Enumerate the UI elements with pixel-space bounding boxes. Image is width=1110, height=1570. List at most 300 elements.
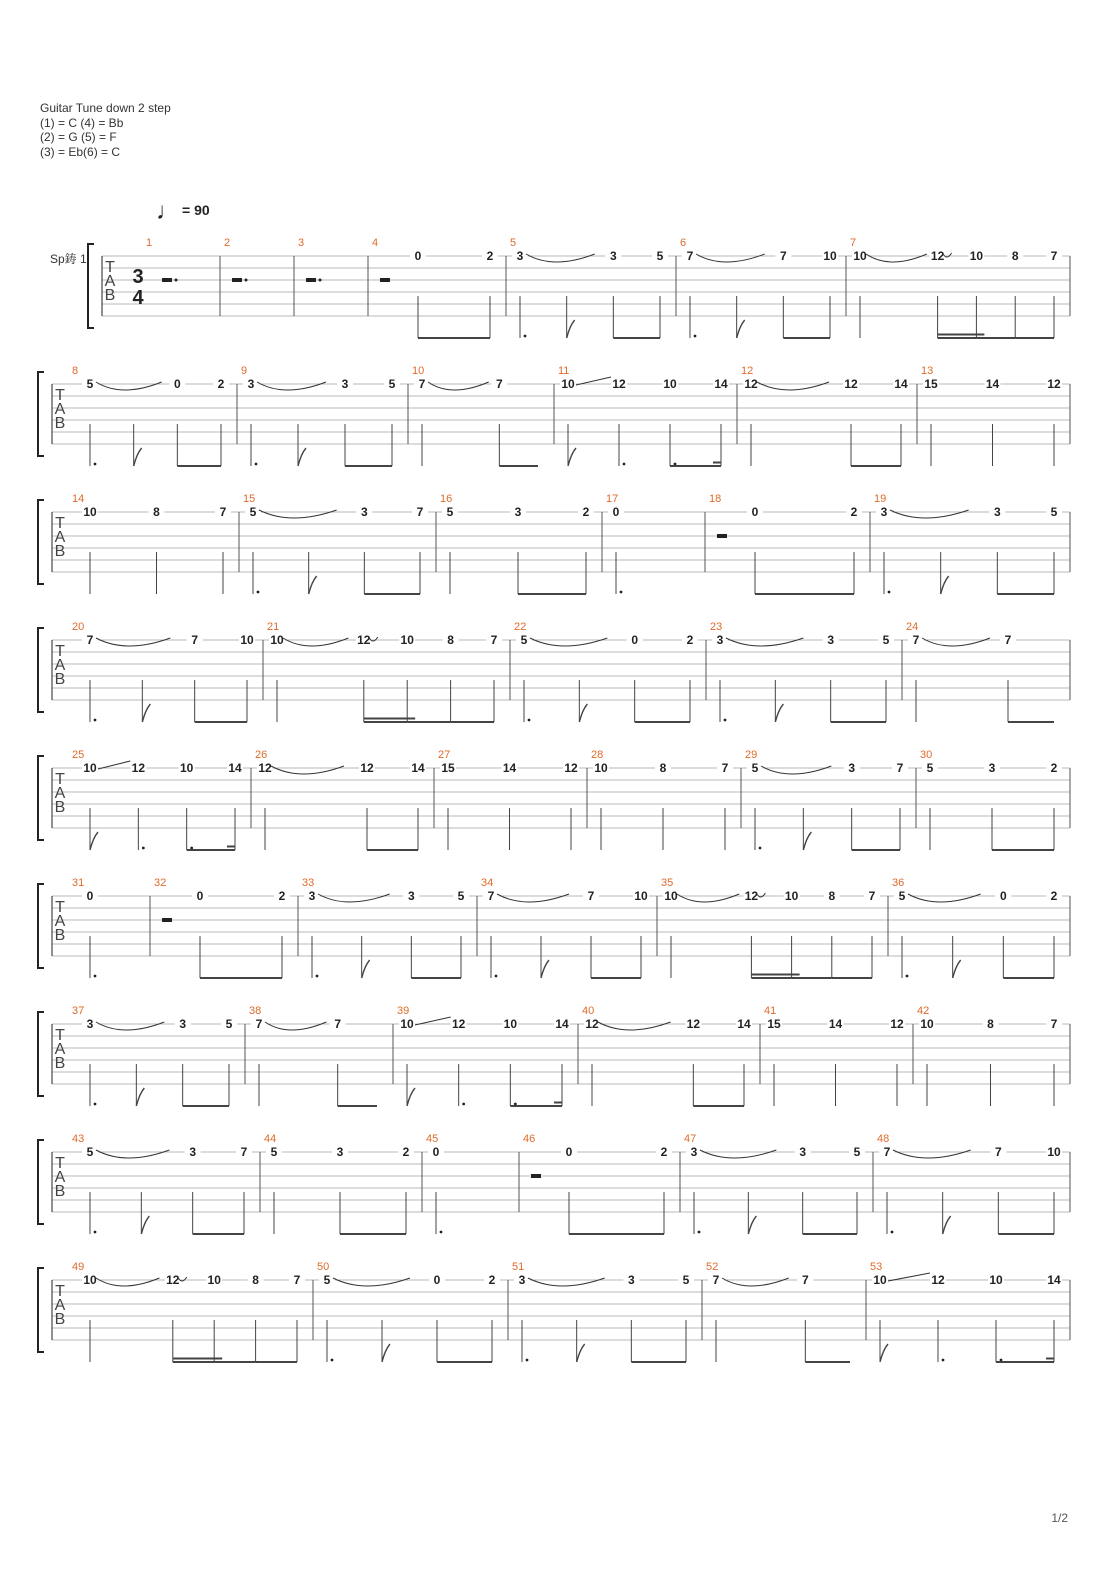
fret-number: 2 [402, 1145, 410, 1159]
rhythm-dot [891, 1231, 894, 1234]
fret-number: 5 [323, 1273, 331, 1287]
tie-arc [598, 1022, 671, 1030]
fret-number: 12 [930, 249, 945, 263]
fret-number: 5 [1050, 505, 1058, 519]
measure [892, 877, 1070, 979]
measure [706, 1261, 866, 1363]
measure-number: 44 [264, 1133, 277, 1145]
measure [72, 621, 263, 723]
fret-number: 3 [993, 505, 1001, 519]
measure [661, 877, 888, 979]
fret-number: 8 [153, 505, 160, 519]
fret-number: 3 [716, 633, 724, 647]
measure-number: 22 [514, 621, 527, 633]
note-flag [298, 448, 306, 466]
fret-number: 12 [686, 1017, 701, 1031]
fret-number: 10 [83, 761, 97, 775]
time-signature-top: 3 [132, 266, 144, 288]
beam [997, 593, 1054, 595]
tie-arc [922, 638, 990, 646]
tab-clef-letter: A [54, 1297, 66, 1314]
measure-number: 18 [709, 493, 722, 505]
tie-arc [722, 1278, 789, 1286]
sixteenth-beam [713, 462, 721, 464]
fret-number: 5 [882, 633, 890, 647]
fret-number: 12 [931, 1273, 945, 1287]
note-flag [941, 576, 949, 594]
fret-number: 3 [86, 1017, 94, 1031]
tie-arc [333, 1278, 410, 1286]
fret-number: 7 [416, 505, 424, 519]
fret-number: 12 [1047, 377, 1061, 391]
fret-number: 3 [799, 1145, 807, 1159]
tab-clef-letter: T [55, 771, 65, 788]
fret-number: 3 [848, 761, 856, 775]
measure-number: 36 [892, 877, 905, 889]
fret-number: 5 [86, 1145, 94, 1159]
system-bracket [38, 756, 44, 840]
measure [710, 621, 902, 723]
rhythm-dot [94, 719, 97, 722]
fret-number: 8 [828, 889, 836, 903]
measure [523, 1133, 680, 1235]
fret-number: 7 [587, 889, 595, 903]
tab-clef-letter: B [54, 1183, 66, 1200]
tuning-line: Guitar Tune down 2 step [40, 101, 171, 115]
beam [569, 1233, 664, 1235]
tab-clef-letter: B [54, 543, 66, 560]
rhythm-dot [528, 719, 531, 722]
tie-arc [96, 1278, 159, 1286]
measure [302, 877, 477, 979]
tab-clef-letter: B [54, 415, 66, 432]
fret-number: 7 [219, 505, 227, 519]
fret-number: 0 [196, 889, 204, 903]
quarter-note-icon: ♩ [156, 198, 180, 225]
fret-number: 12 [890, 1017, 904, 1031]
measure-number: 49 [72, 1261, 85, 1273]
fret-number: 7 [487, 889, 495, 903]
fret-number: 7 [712, 1273, 720, 1287]
rest-symbol [232, 278, 242, 282]
measure-number: 16 [440, 493, 453, 505]
measure-number: 47 [684, 1133, 697, 1145]
sixteenth-beam [976, 334, 984, 336]
fret-number: 10 [873, 1273, 887, 1287]
note-flag [309, 576, 317, 594]
measure-number: 34 [481, 877, 494, 889]
sixteenth-beam [792, 974, 800, 976]
measure [512, 1261, 702, 1363]
measure-number: 52 [706, 1261, 719, 1273]
fret-number: 8 [659, 761, 667, 775]
fret-number: 12 [744, 889, 759, 903]
rhythm-dot [142, 847, 145, 850]
rhythm-dot [906, 975, 909, 978]
measure [255, 749, 434, 851]
sixteenth-beam [554, 1102, 562, 1104]
fret-number: 3 [341, 377, 349, 391]
measure [72, 365, 237, 467]
measure-number: 35 [661, 877, 674, 889]
measure [764, 1005, 913, 1106]
fret-number: 12 [451, 1017, 466, 1031]
fret-number: 3 [516, 249, 524, 263]
fret-number: 3 [988, 761, 996, 775]
note-flag [943, 1216, 951, 1234]
rhythm-dot [942, 1359, 945, 1362]
fret-number: 10 [1047, 1145, 1061, 1159]
beam [437, 1361, 492, 1363]
fret-number: 7 [1004, 633, 1012, 647]
measure-number: 12 [741, 365, 754, 377]
measure-number: 6 [680, 237, 687, 249]
tab-clef-letter: T [55, 515, 65, 532]
measure-number: 26 [255, 749, 268, 761]
beam [418, 337, 490, 339]
tab-clef-letter: T [55, 1155, 65, 1172]
tab-clef-letter: T [55, 899, 65, 916]
tie-arc [257, 382, 326, 390]
fret-number: 0 [751, 505, 759, 519]
measure [264, 1133, 422, 1235]
tuning-line: (1) = C (4) = Bb [40, 115, 124, 130]
measure [243, 493, 436, 595]
beam [510, 1105, 562, 1107]
measure-number: 32 [154, 877, 167, 889]
beam [200, 977, 282, 979]
beam [591, 977, 641, 979]
fret-number: 10 [920, 1017, 934, 1031]
fret-number: 10 [989, 1273, 1003, 1287]
tie-arc [530, 638, 607, 646]
fret-number: 7 [779, 249, 787, 263]
measure [317, 1261, 508, 1363]
fret-number: 10 [270, 633, 284, 647]
sixteenth-beam [1046, 1358, 1054, 1360]
measure [72, 493, 239, 594]
fret-number: 5 [926, 761, 934, 775]
fret-number: 14 [894, 377, 908, 391]
beam [805, 1361, 850, 1363]
beam [193, 1233, 244, 1235]
sixteenth-beam [364, 718, 407, 720]
rhythm-dot [759, 847, 762, 850]
fret-number: 7 [495, 377, 503, 391]
fret-number: 3 [407, 889, 415, 903]
tie-arc [271, 766, 344, 774]
measure [591, 749, 741, 850]
fret-number: 5 [388, 377, 396, 391]
measure-number: 41 [764, 1005, 777, 1017]
rhythm-dot [623, 463, 626, 466]
beam [338, 1105, 377, 1107]
fret-number: 7 [686, 249, 694, 263]
rhythm-dot [94, 975, 97, 978]
note-flag [568, 448, 576, 466]
note-flag [803, 832, 811, 850]
tie-arc [726, 638, 803, 646]
rhythm-dot [620, 591, 623, 594]
measure [72, 749, 251, 851]
page-number: 1/2 [1051, 1511, 1068, 1525]
beam [998, 1233, 1054, 1235]
measure-number: 50 [317, 1261, 330, 1273]
measure-number: 28 [591, 749, 604, 761]
note-flag [577, 1344, 585, 1362]
measure [921, 365, 1070, 466]
time-signature-bottom: 4 [132, 287, 144, 309]
sixteenth-beam [407, 718, 415, 720]
fret-number: 5 [656, 249, 664, 263]
measure [850, 237, 1070, 339]
rhythm-dot [524, 335, 527, 338]
fret-number: 14 [228, 761, 242, 775]
tab-system [38, 1005, 1070, 1107]
system-bracket [38, 1268, 44, 1352]
fret-number: 5 [225, 1017, 233, 1031]
fret-number: 15 [441, 761, 455, 775]
fret-number: 7 [240, 1145, 248, 1159]
fret-number: 3 [514, 505, 522, 519]
fret-number: 7 [883, 1145, 891, 1159]
measure-number: 8 [72, 365, 79, 377]
beam [183, 1105, 229, 1107]
tie-arc [893, 1150, 971, 1158]
measure [874, 493, 1070, 595]
fret-number: 12 [360, 761, 374, 775]
measure [440, 493, 602, 595]
fret-number: 0 [999, 889, 1007, 903]
tuning-line: (3) = Eb(6) = C [40, 144, 121, 159]
sixteenth-beam [173, 1358, 214, 1360]
rest-dot [245, 279, 248, 282]
measure [920, 749, 1070, 851]
measure-number: 23 [710, 621, 723, 633]
rhythm-dot [257, 591, 260, 594]
beam [173, 1361, 214, 1363]
note-flag [142, 704, 150, 722]
sixteenth-beam [214, 1358, 222, 1360]
tie-arc [866, 254, 927, 262]
rhythm-dot [698, 1231, 701, 1234]
fret-number: 8 [447, 633, 454, 647]
measure [154, 877, 298, 979]
fret-number: 10 [83, 1273, 97, 1287]
fret-number: 15 [924, 377, 938, 391]
beam [693, 1105, 744, 1107]
measure [397, 1005, 578, 1107]
beam [177, 465, 221, 467]
fret-number: 10 [784, 889, 799, 903]
fret-number: 12 [258, 761, 272, 775]
measure-number: 38 [249, 1005, 262, 1017]
system-bracket [38, 1012, 44, 1096]
beam [992, 849, 1054, 851]
measure [680, 237, 846, 339]
fret-number: 12 [131, 761, 146, 775]
note-flag [382, 1344, 390, 1362]
fret-number: 10 [83, 505, 97, 519]
beam [518, 593, 586, 595]
fret-number: 14 [555, 1017, 569, 1031]
measure [684, 1133, 873, 1235]
tab-clef-letter: A [54, 529, 66, 546]
fret-number: 2 [850, 505, 858, 519]
fret-number: 5 [270, 1145, 278, 1159]
tab-system [38, 365, 1070, 467]
measure-number: 25 [72, 749, 85, 761]
rest-symbol [162, 278, 172, 282]
measure-number: 2 [224, 237, 231, 249]
tie-arc [696, 254, 765, 262]
measure [906, 621, 1070, 723]
measure [558, 365, 737, 467]
fret-number: 5 [249, 505, 257, 519]
rhythm-dot [331, 1359, 334, 1362]
fret-number: 0 [173, 377, 181, 391]
measure [438, 749, 587, 850]
beam [364, 593, 420, 595]
rhythm-dot [440, 1231, 443, 1234]
fret-number: 15 [767, 1017, 781, 1031]
fret-number: 2 [217, 377, 225, 391]
measure [510, 237, 676, 339]
tie-arc [259, 510, 337, 518]
rhythm-dot [674, 463, 677, 466]
measure-number: 19 [874, 493, 887, 505]
note-flag [141, 1216, 149, 1234]
rest-symbol [717, 534, 727, 538]
measure-number: 9 [241, 365, 248, 377]
fret-number: 7 [912, 633, 920, 647]
rhythm-dot [94, 463, 97, 466]
fret-number: 7 [418, 377, 426, 391]
beam [631, 1361, 686, 1363]
note-flag [880, 1344, 888, 1362]
measure-number: 30 [920, 749, 933, 761]
fret-number: 12 [612, 377, 626, 391]
measure-number: 4 [372, 237, 379, 249]
measure [917, 1005, 1070, 1106]
measure-number: 37 [72, 1005, 85, 1017]
measure [877, 1133, 1070, 1235]
beam [214, 1361, 255, 1363]
fret-number: 0 [432, 1145, 440, 1159]
measure [582, 1005, 760, 1107]
tab-clef-letter: T [55, 387, 65, 404]
fret-number: 7 [255, 1017, 263, 1031]
fret-number: 5 [898, 889, 906, 903]
fret-number: 8 [252, 1273, 259, 1287]
fret-number: 0 [414, 249, 422, 263]
tie-arc [428, 382, 489, 390]
fret-number: 3 [179, 1017, 187, 1031]
measure-number: 1 [146, 237, 153, 249]
fret-number: 7 [896, 761, 904, 775]
measure-number: 11 [558, 365, 570, 377]
beam [195, 721, 247, 723]
fret-number: 10 [969, 249, 984, 263]
measure [241, 365, 408, 467]
rest-symbol [380, 278, 390, 282]
rest-symbol [162, 918, 172, 922]
system-bracket [88, 244, 94, 328]
fret-number: 3 [690, 1145, 698, 1159]
fret-number: 7 [334, 1017, 342, 1031]
note-flag [541, 960, 549, 978]
fret-number: 5 [853, 1145, 861, 1159]
tab-system [38, 1133, 1070, 1235]
fret-number: 10 [240, 633, 254, 647]
tab-system [38, 749, 1070, 851]
fret-number: 7 [801, 1273, 809, 1287]
rhythm-dot [462, 1103, 465, 1106]
tab-clef-letter: A [54, 657, 66, 674]
fret-number: 3 [247, 377, 255, 391]
tie-arc [526, 254, 595, 262]
fret-number: 0 [565, 1145, 573, 1159]
beam [635, 721, 690, 723]
tab-system [88, 237, 1070, 339]
tab-clef-letter: T [55, 643, 65, 660]
fret-number: 12 [844, 377, 858, 391]
beam [345, 465, 392, 467]
beam [831, 721, 886, 723]
beam [364, 721, 407, 723]
note-flag [362, 960, 370, 978]
fret-number: 2 [686, 633, 694, 647]
fret-number: 10 [179, 761, 194, 775]
tie-arc [528, 1278, 605, 1286]
fret-number: 3 [189, 1145, 197, 1159]
beam [256, 1361, 297, 1363]
measure-number: 21 [267, 621, 280, 633]
tab-clef-letter: B [54, 1311, 66, 1328]
fret-number: 10 [400, 1017, 414, 1031]
rhythm-dot [255, 463, 258, 466]
measure [72, 1133, 260, 1235]
fret-number: 2 [582, 505, 590, 519]
measure-number: 48 [877, 1133, 890, 1145]
fret-number: 2 [1050, 761, 1058, 775]
fret-number: 7 [1050, 1017, 1058, 1031]
fret-number: 12 [744, 377, 758, 391]
fret-number: 5 [682, 1273, 690, 1287]
beam [1015, 337, 1054, 339]
beam [751, 977, 791, 979]
tie-arc [761, 766, 831, 774]
tab-clef-letter: B [54, 927, 66, 944]
measure [72, 1261, 313, 1363]
fret-number: 7 [868, 889, 876, 903]
fret-number: 5 [457, 889, 465, 903]
fret-number: 5 [520, 633, 528, 647]
rest-dot [319, 279, 322, 282]
tab-clef-letter: B [54, 671, 66, 688]
measure [72, 1005, 245, 1107]
beam [783, 337, 830, 339]
tie-arc [700, 1150, 776, 1158]
tempo-value: = 90 [182, 202, 210, 218]
beam [187, 849, 235, 851]
measure [372, 237, 506, 339]
tab-system [38, 877, 1070, 979]
rhythm-dot [694, 335, 697, 338]
rest-dot [175, 279, 178, 282]
fret-number: 10 [503, 1017, 518, 1031]
measure [709, 493, 870, 595]
